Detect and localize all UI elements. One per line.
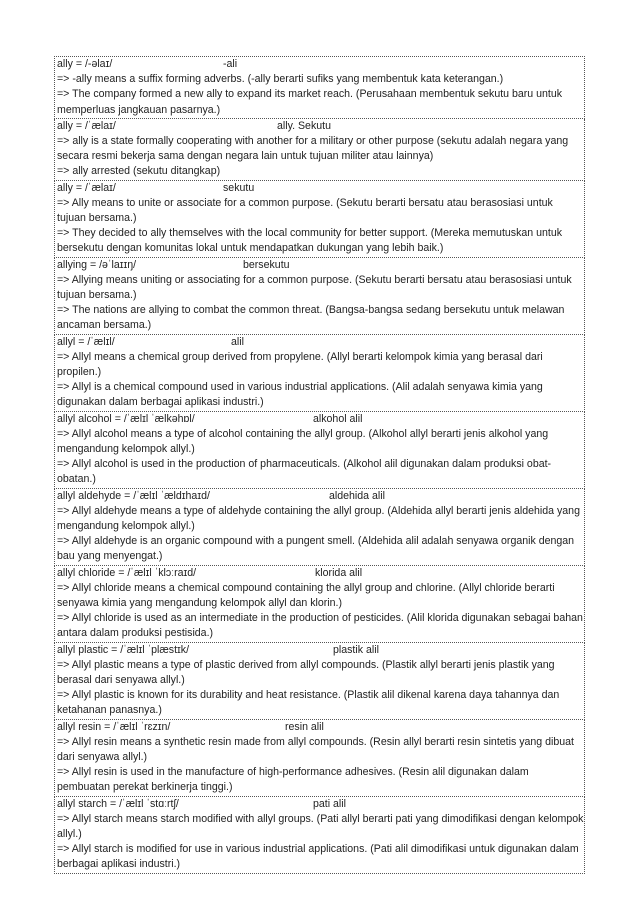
entry-translation: sekutu [223, 181, 255, 194]
entry-example-line: => Allying means uniting or associating for a common purpose. (Sekutu berarti bersatu atau berasosiasi untuk tujuan bersama.) [57, 273, 572, 301]
entry-example-line: => ally arrested (sekutu ditangkap) [57, 165, 221, 178]
entry-heading [57, 720, 584, 735]
entry-translation: resin alil [285, 720, 324, 733]
entry-heading [57, 57, 584, 72]
entry-translation: aldehida alil [329, 489, 385, 502]
entry-heading [57, 258, 584, 273]
entry-example-line: => Allyl aldehyde is an organic compound with a pungent smell. (Aldehida alil adalah senyawa organik dengan bau yang menyengat.) [57, 535, 575, 563]
entry-translation: klorida alil [315, 566, 363, 579]
entry-example-line: => They decided to ally themselves with the local community for better support. (Mereka memutuskan untuk bersekutu dengan komunitas lokal untuk mendapatkan dukungan yang lebih baik.) [57, 227, 563, 255]
dictionary-entry [54, 335, 585, 412]
dictionary-entry [54, 566, 585, 643]
dictionary-entry [54, 643, 585, 720]
entry-heading [57, 489, 584, 504]
entry-example-line: => Allyl chloride is used as an intermediate in the production of pesticides. (Alil klorida digunakan sebagai bahan antara dalam produksi pestisida.) [57, 612, 583, 640]
dictionary-entry [54, 720, 585, 797]
dictionary-entry [54, 119, 585, 181]
entry-translation: ally. Sekutu [277, 119, 331, 132]
entry-heading [57, 566, 584, 581]
entry-example-line: => Allyl resin means a synthetic resin made from allyl compounds. (Resin allyl berarti resin sintetis yang dibuat dari senyawa allyl.) [57, 735, 574, 763]
entry-term: ally = /ˈælaɪ/ [57, 119, 116, 132]
entry-example-line: => -ally means a suffix forming adverbs. (-ally berarti sufiks yang membentuk kata keterangan.) [57, 73, 504, 86]
entry-heading [57, 119, 584, 134]
entry-example-line: => The nations are allying to combat the common threat. (Bangsa-bangsa sedang bersekutu untuk melawan ancaman bersama.) [57, 304, 565, 332]
entry-term: allyl aldehyde = /ˈælɪl ˈældɪhaɪd/ [57, 489, 210, 502]
entry-example-line: => Allyl resin is used in the manufacture of high-performance adhesives. (Resin alil digunakan dalam pembuatan perekat berkinerja tinggi.) [57, 766, 529, 794]
entry-example-line: => Allyl starch is modified for use in various industrial applications. (Pati alil dimodifikasi untuk digunakan dalam berbagai aplikasi industri.) [57, 843, 579, 871]
entry-example-line: => The company formed a new ally to expand its market reach. (Perusahaan membentuk sekutu baru untuk memperluas jangkauan pasarnya.) [57, 88, 563, 116]
entry-example-line: => Allyl alcohol means a type of alcohol containing the allyl group. (Alkohol allyl berarti jenis alkohol yang mengandung kelompok allyl.) [57, 427, 549, 455]
entry-term: allying = /əˈlaɪɪŋ/ [57, 258, 137, 271]
entry-example-line: => Allyl starch means starch modified with allyl groups. (Pati allyl berarti pati yang dimodifikasi dengan kelompok allyl.) [57, 812, 584, 840]
entry-example-line: => Allyl plastic means a type of plastic derived from allyl compounds. (Plastik allyl berarti jenis plastik yang berasal dari senyawa allyl.) [57, 658, 555, 686]
entry-example-line: => Allyl aldehyde means a type of aldehyde containing the allyl group. (Aldehida allyl berarti jenis aldehida yang mengandung kelompok allyl.) [57, 504, 580, 532]
dictionary-entry [54, 56, 585, 119]
entry-heading [57, 181, 584, 196]
entry-translation: alkohol alil [313, 412, 363, 425]
entry-translation: pati alil [313, 797, 346, 810]
entry-translation: alil [231, 335, 244, 348]
dictionary-entry [54, 489, 585, 566]
entry-term: allyl resin = /ˈælɪl ˈrɛzɪn/ [57, 720, 171, 733]
entry-example-line: => Allyl means a chemical group derived from propylene. (Allyl berarti kelompok kimia yang berasal dari propilen.) [57, 350, 543, 378]
entry-example-line: => Allyl is a chemical compound used in various industrial applications. (Alil adalah senyawa kimia yang digunakan dalam berbagai aplikasi industri.) [57, 381, 543, 409]
entry-translation: plastik alil [333, 643, 379, 656]
entry-translation: bersekutu [243, 258, 290, 271]
entry-heading [57, 335, 584, 350]
entry-term: ally = /ˈælaɪ/ [57, 181, 116, 194]
entry-term: allyl = /ˈælɪl/ [57, 335, 115, 348]
entry-example-line: => Allyl alcohol is used in the production of pharmaceuticals. (Alkohol alil digunakan dalam produksi obat-obatan.) [57, 458, 552, 486]
entry-term: allyl plastic = /ˈælɪl ˈplæstɪk/ [57, 643, 190, 656]
entry-example-line: => Allyl chloride means a chemical compound containing the allyl group and chlorine. (Allyl chloride berarti senyawa kimia yang mengandung kelompok allyl dan klorin.) [57, 581, 555, 609]
entry-example-line: => Ally means to unite or associate for a common purpose. (Sekutu berarti bersatu atau berasosiasi untuk tujuan bersama.) [57, 196, 553, 224]
dictionary-entry [54, 181, 585, 258]
entry-term: allyl chloride = /ˈælɪl ˈklɔːraɪd/ [57, 566, 197, 579]
entry-term: allyl starch = /ˈælɪl ˈstɑːrtʃ/ [57, 797, 179, 810]
entry-example-line: => Allyl plastic is known for its durability and heat resistance. (Plastik alil dikenal karena daya tahannya dan ketahanan panasnya.) [57, 689, 560, 717]
dictionary-entry [54, 412, 585, 489]
entry-translation: -ali [223, 58, 238, 70]
entry-example-line: => ally is a state formally cooperating with another for a military or other purpose (sekutu adalah negara yang secara resmi bekerja sama dengan negara lain untuk tujuan militer atau lainnya) [57, 134, 569, 163]
entry-heading [57, 797, 584, 812]
entry-heading [57, 412, 584, 427]
dictionary-entry [54, 258, 585, 335]
dictionary-page [54, 56, 585, 874]
entry-term: allyl alcohol = /ˈælɪl ˈælkəhɒl/ [57, 412, 195, 425]
entry-term: ally = /-əlaɪ/ [57, 58, 113, 70]
entry-heading [57, 643, 584, 658]
dictionary-entry [54, 797, 585, 874]
